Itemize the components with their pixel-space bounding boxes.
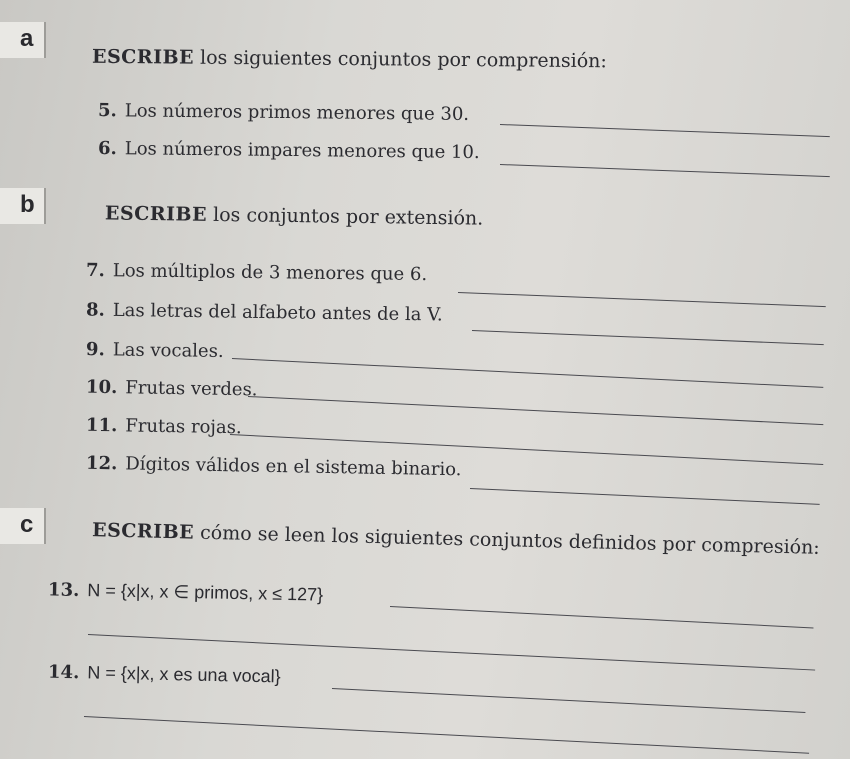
section-b-instruction: los conjuntos por extensión. xyxy=(206,203,484,230)
question-9-text: Las vocales. xyxy=(112,339,224,362)
question-14-number: 14. xyxy=(47,661,80,684)
question-5 xyxy=(98,100,469,125)
answer-line-12[interactable] xyxy=(470,488,820,505)
question-8 xyxy=(86,300,443,326)
section-b-badge: b xyxy=(0,188,46,224)
question-9-number: 9. xyxy=(85,339,105,361)
answer-line-5[interactable] xyxy=(500,124,830,137)
question-8-number: 8. xyxy=(85,299,105,321)
question-6-text: Los números impares menores que 10. xyxy=(124,138,480,163)
question-6 xyxy=(98,138,480,163)
section-b-heading xyxy=(105,202,484,229)
question-13-expression: N = {x|x, x ∈ primos, x ≤ 127} xyxy=(87,580,324,605)
answer-line-14b[interactable] xyxy=(84,716,809,754)
question-6-number: 6. xyxy=(97,138,117,160)
question-5-number: 5. xyxy=(97,100,117,122)
section-a-keyword: ESCRIBE xyxy=(91,45,195,69)
question-14-expression: N = {x|x, x es una vocal} xyxy=(87,662,281,687)
section-a-instruction: los siguientes conjuntos por comprensión: xyxy=(193,46,607,73)
answer-line-10[interactable] xyxy=(248,396,823,425)
answer-line-7[interactable] xyxy=(458,292,826,307)
question-7 xyxy=(86,260,427,285)
question-11-number: 11. xyxy=(85,414,118,437)
answer-line-9[interactable] xyxy=(232,358,823,388)
answer-line-13a[interactable] xyxy=(390,606,814,628)
question-14 xyxy=(48,662,281,688)
section-c-instruction: cómo se leen los siguientes conjuntos definidos por compresión: xyxy=(193,521,821,559)
question-7-number: 7. xyxy=(85,259,105,282)
question-9 xyxy=(86,339,224,362)
question-10 xyxy=(86,377,258,401)
section-c-badge: c xyxy=(0,508,46,544)
answer-line-6[interactable] xyxy=(500,164,830,177)
question-10-text: Frutas verdes. xyxy=(125,377,258,401)
answer-line-8[interactable] xyxy=(472,330,824,345)
question-13-number: 13. xyxy=(47,579,80,601)
section-a-heading xyxy=(92,46,607,72)
section-c-keyword: ESCRIBE xyxy=(91,519,195,544)
answer-line-14a[interactable] xyxy=(332,688,805,713)
question-10-number: 10. xyxy=(85,376,118,399)
question-12-number: 12. xyxy=(85,452,118,475)
question-7-text: Los múltiplos de 3 menores que 6. xyxy=(112,260,428,286)
question-11 xyxy=(86,415,242,438)
question-11-text: Frutas rojas. xyxy=(125,415,242,439)
question-8-text: Las letras del alfabeto antes de la V. xyxy=(112,299,443,326)
section-a-badge: a xyxy=(0,22,46,58)
question-12-text: Dígitos válidos en el sistema binario. xyxy=(125,453,462,481)
question-5-text: Los números primos menores que 30. xyxy=(124,100,470,125)
question-12 xyxy=(86,453,462,481)
section-b-keyword: ESCRIBE xyxy=(104,202,208,226)
section-c-heading xyxy=(92,519,820,559)
question-13 xyxy=(48,579,324,605)
